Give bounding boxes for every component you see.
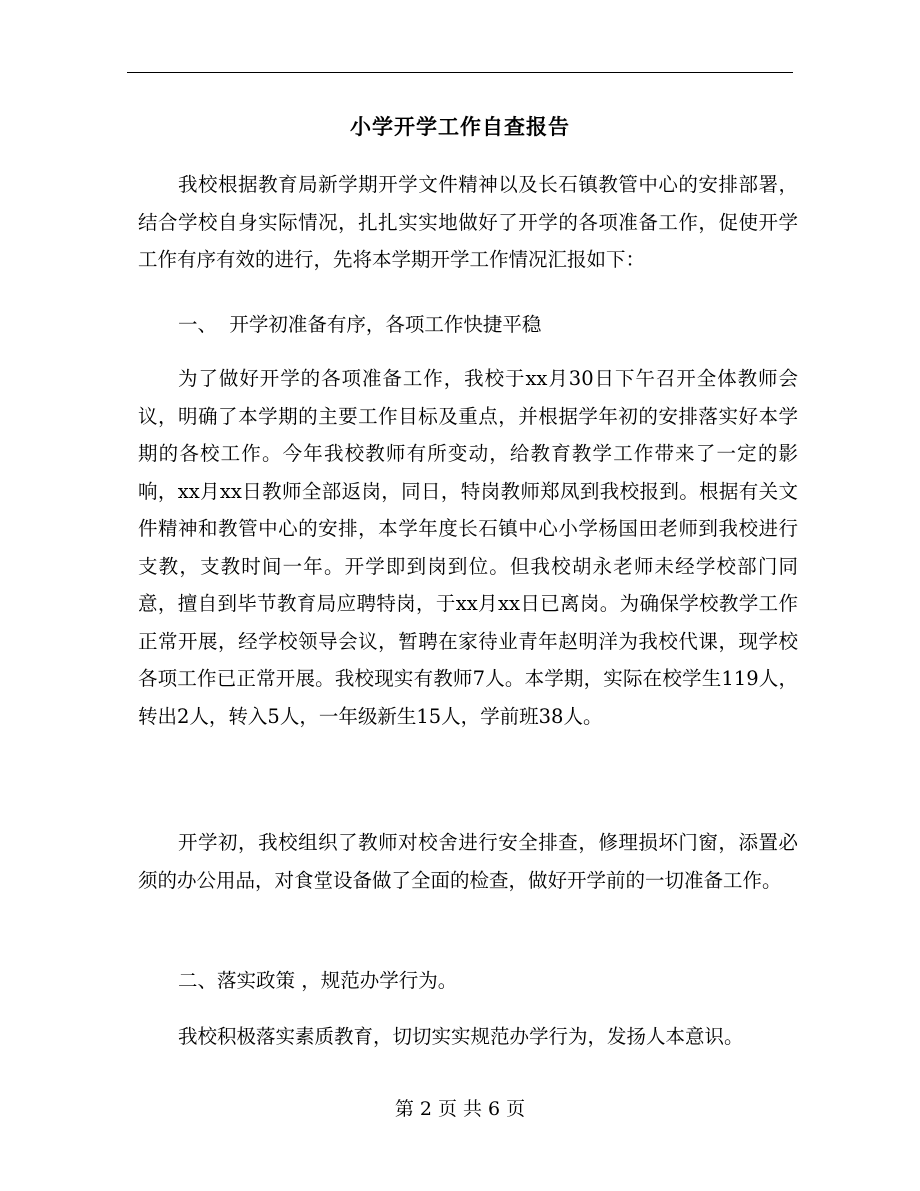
intro-paragraph: 我校根据教育局新学期开学文件精神以及长石镇教管中心的安排部署，结合学校自身实际情况，扎扎实实地做好了开学的各项准备工作，促使开学工作有序有效的进行，先将本学期开学工作情况汇报如下： — [138, 173, 798, 271]
page-title: 小学开学工作自查报告 — [350, 114, 570, 139]
section-1-heading: 一、 开学初准备有序，各项工作快捷平稳 — [178, 313, 542, 336]
section-1-paragraph-1: 为了做好开学的各项准备工作，我校于xx月30日下午召开全体教师会议，明确了本学期的主要工作目标及重点，并根据学年初的安排落实好本学期的各校工作。今年我校教师有所变动，给教育教学工作带来了一定的影响，xx月xx日教师全部返岗，同日，特岗教师郑凤到我校报到。根据有关文件精神和教管中心的安排，本学年度长石镇中心小学杨国田老师到我校进行支教，支教时间一年。开学即到岗到位。但我校胡永老师未经学校部门同意，擅自到毕节教育局应聘特岗，于xx月xx日已离岗。为确保学校教学工作正常开展，经学校领导会议，暂聘在家待业青年赵明洋为我校代课，现学校各项工作已正常开展。我校现实有教师7人。本学期，实际在校学生119人，转出2人，转入5人，一年级新生15人，学前班38人。 — [138, 367, 798, 728]
section-1-paragraph-2: 开学初，我校组织了教师对校舍进行安全排查，修理损坏门窗，添置必须的办公用品，对食堂设备做了全面的检查，做好开学前的一切准备工作。 — [138, 831, 798, 892]
page-number: 第 2 页 共 6 页 — [394, 1098, 526, 1120]
section-2-paragraph-1: 我校积极落实素质教育，切切实实规范办学行为，发扬人本意识。 — [178, 1025, 744, 1048]
section-2-heading: 二、落实政策 ，规范办学行为。 — [178, 969, 458, 992]
header-rule — [127, 72, 793, 73]
